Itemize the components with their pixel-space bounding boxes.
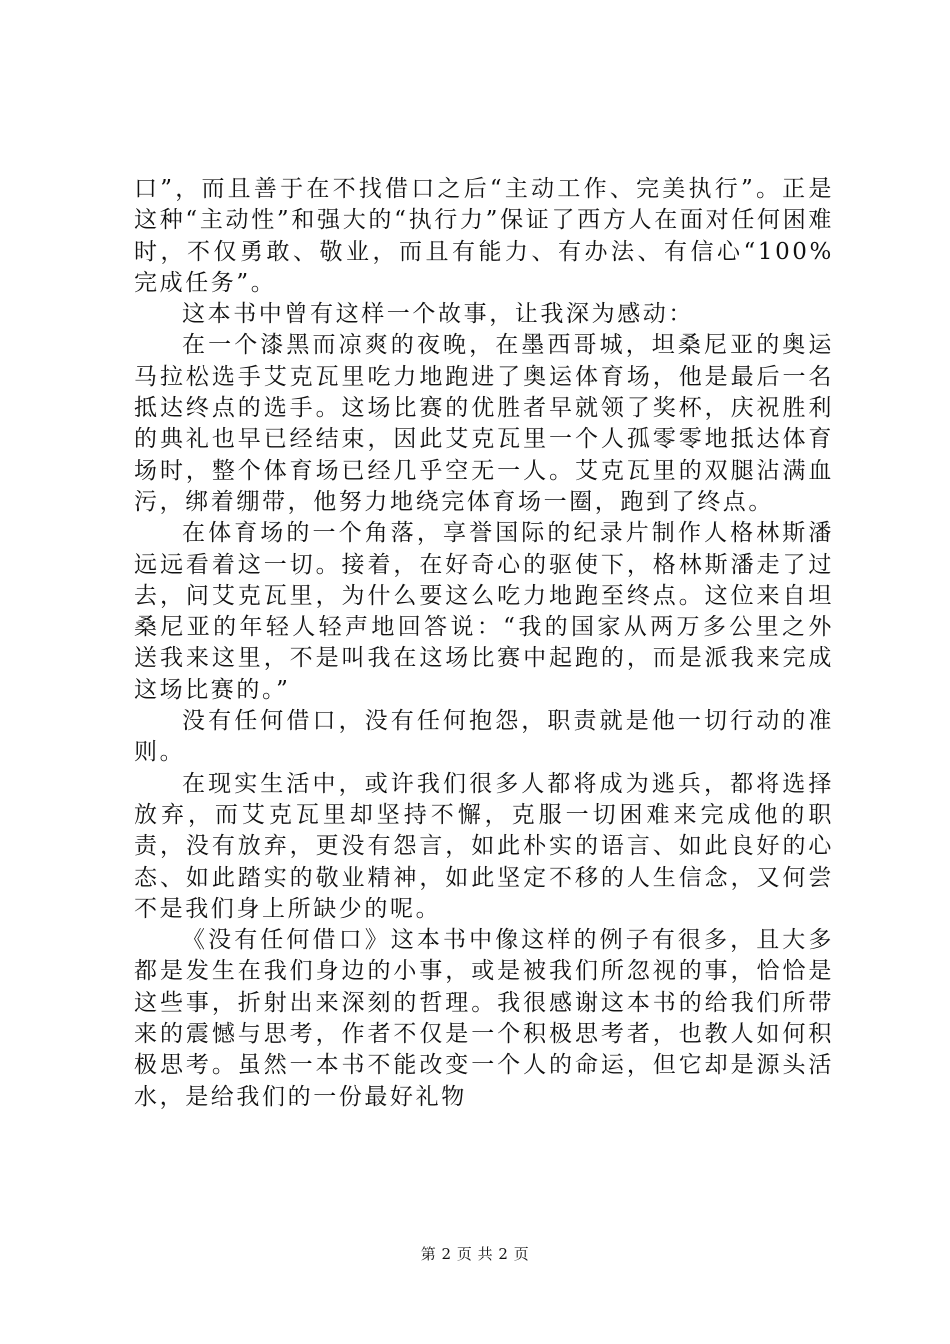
paragraph-2: 这本书中曾有这样一个故事，让我深为感动： [182,301,694,328]
paragraph-1: 口”，而且善于在不找借口之后“主动工作、完美执行”。正是这种“主动性”和强大的“执行力”保证了西方人在面对任何困难时，不仅勇敢、敬业，而且有能力、有办法、有信心“100%完成任务”。 [134,176,834,296]
document-body [134,174,834,1113]
paragraph-3: 在一个漆黑而凉爽的夜晚，在墨西哥城，坦桑尼亚的奥运马拉松选手艾克瓦里吃力地跑进了奥运体育场，他是最后一名抵达终点的选手。这场比赛的优胜者早就领了奖杯，庆祝胜利的典礼也早已经结束，因此艾克瓦里一个人孤零零地抵达体育场时，整个体育场已经几乎空无一人。艾克瓦里的双腿沾满血污，绑着绷带，他努力地绕完体育场一圈，跑到了终点。 [134,332,834,515]
page-footer [0,1243,950,1264]
paragraph-7: 《没有任何借口》这本书中像这样的例子有很多，且大多都是发生在我们身边的小事，或是被我们所忽视的事，恰恰是这些事，折射出来深刻的哲理。我很感谢这本书的给我们所带来的震憾与思考，作者不仅是一个积极思考者，也教人如何积极思考。虽然一本书不能改变一个人的命运，但它却是源头活水，是给我们的一份最好礼物 [134,927,834,1110]
page-number-label: 第 2 页 共 2 页 [420,1245,530,1263]
paragraph-4: 在体育场的一个角落，享誉国际的纪录片制作人格林斯潘远远看着这一切。接着，在好奇心的驱使下，格林斯潘走了过去，问艾克瓦里，为什么要这么吃力地跑至终点。这位来自坦桑尼亚的年轻人轻声地回答说：“我的国家从两万多公里之外送我来这里，不是叫我在这场比赛中起跑的，而是派我来完成这场比赛的。” [134,520,834,703]
paragraph-6: 在现实生活中，或许我们很多人都将成为逃兵，都将选择放弃，而艾克瓦里却坚持不懈，克服一切困难来完成他的职责，没有放弃，更没有怨言，如此朴实的语言、如此良好的心态、如此踏实的敬业精神，如此坚定不移的人生信念，又何尝不是我们身上所缺少的呢。 [134,770,834,922]
paragraph-5: 没有任何借口，没有任何抱怨，职责就是他一切行动的准则。 [134,708,834,766]
